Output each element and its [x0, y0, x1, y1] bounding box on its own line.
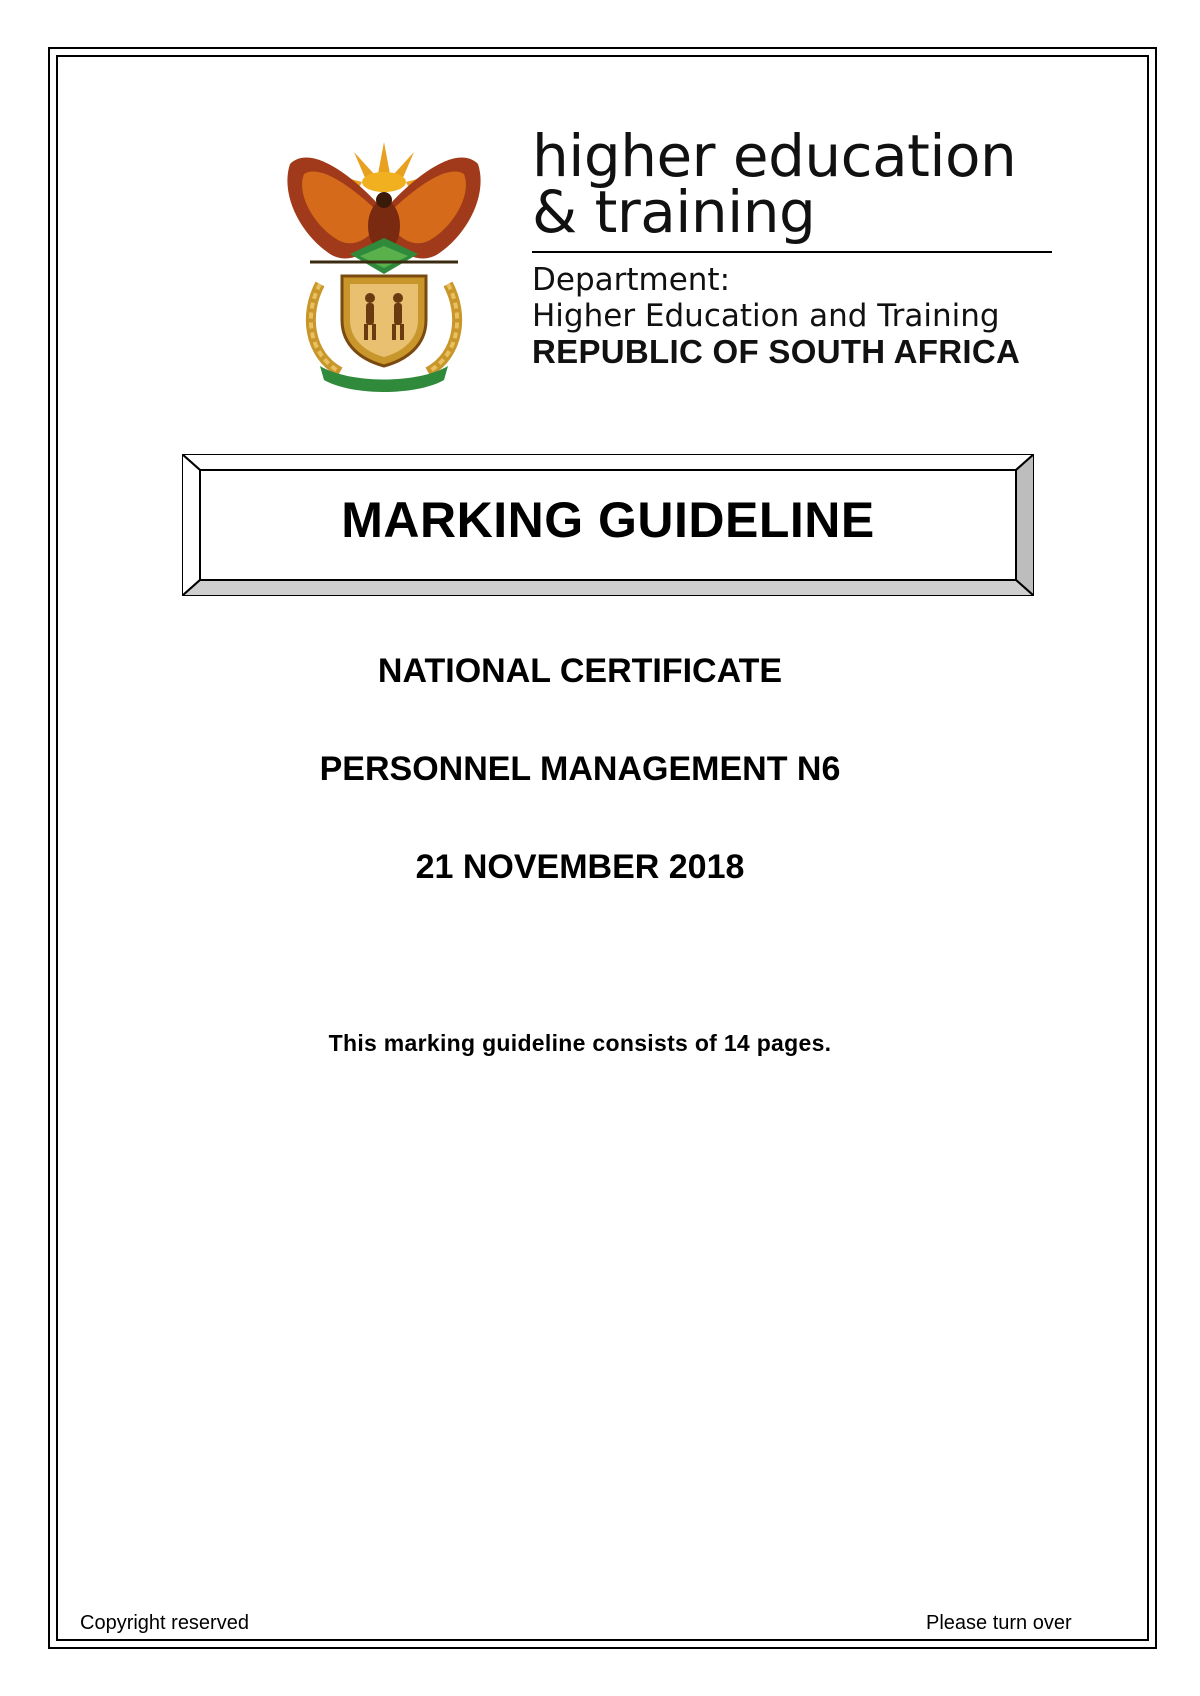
brand-divider	[532, 251, 1052, 253]
department-label: Department:	[532, 262, 731, 298]
document-type-title: MARKING GUIDELINE	[341, 492, 875, 548]
page-count-note: This marking guideline consists of 14 pages.	[328, 1030, 832, 1056]
country-name: REPUBLIC OF SOUTH AFRICA	[532, 333, 1021, 370]
turn-over-note: Please turn over	[926, 1612, 1072, 1634]
brand-line-2: & training	[532, 178, 816, 246]
title-frame	[182, 454, 1034, 596]
coat-of-arms-icon	[280, 134, 488, 392]
department-header	[532, 122, 1052, 370]
brand-line-1: higher education	[532, 122, 1017, 190]
subject-line: PERSONNEL MANAGEMENT N6	[319, 750, 841, 788]
copyright-notice: Copyright reserved	[80, 1612, 249, 1634]
department-name: Higher Education and Training	[532, 298, 1000, 334]
date-line: 21 NOVEMBER 2018	[415, 848, 745, 886]
certificate-line: NATIONAL CERTIFICATE	[377, 652, 783, 690]
